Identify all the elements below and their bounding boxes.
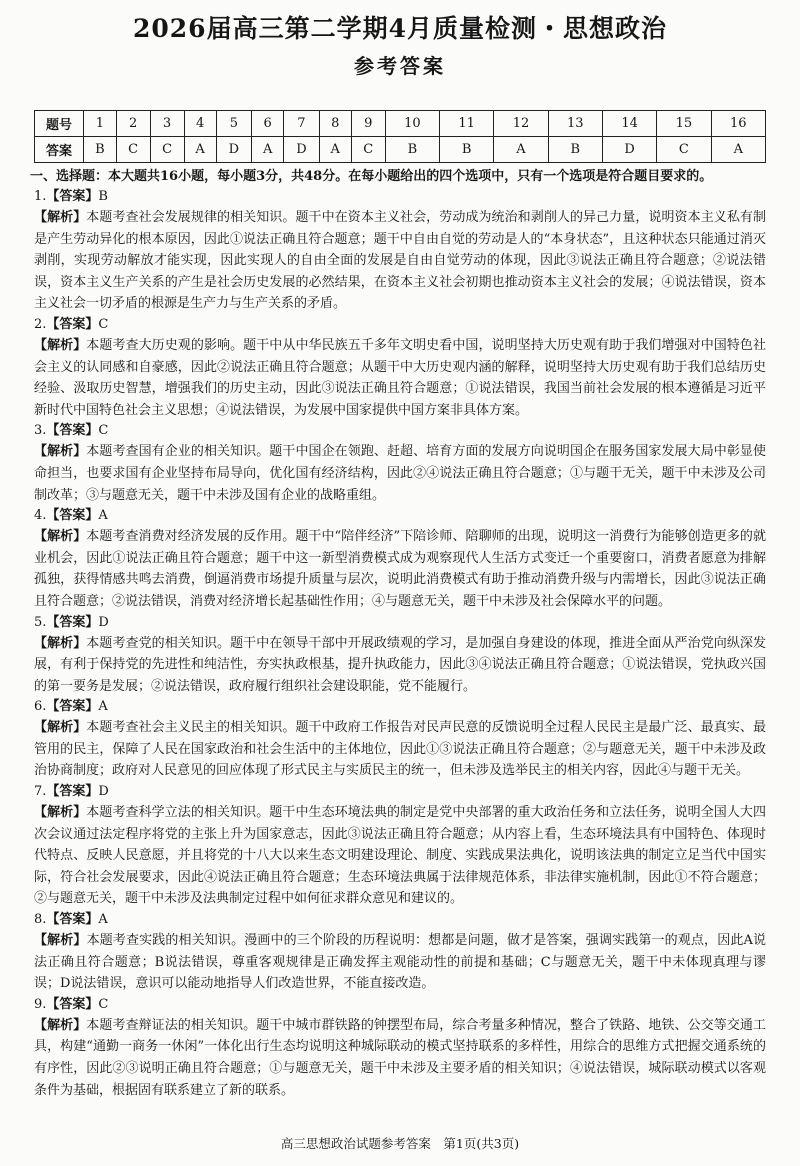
question-block (34, 421, 766, 506)
answer-cell: D (284, 137, 319, 163)
question-number: 6. (34, 699, 47, 715)
answer-line (34, 910, 766, 930)
analysis-text: 本题考查党的相关知识。题干中在领导干部中开展政绩观的学习，是加强自身建设的体现，推进全面从严治党向纵深发展，有利于保持党的先进性和纯洁性，夯实执政根基，提升执政能力，因此③④说法正确且符合题意；①说法错误，党执政兴国的第一要务是发展；②说法错误，政府履行组织社会建设职能，党不能履行。 (34, 635, 766, 694)
page-footer: 高三思想政治试题参考答案 第1页(共3页) (280, 1136, 520, 1151)
answer-line (34, 315, 766, 335)
question-number-cell: 15 (657, 111, 711, 137)
question-number-cell: 4 (184, 111, 216, 137)
answer-table-row-label: 答案 (35, 137, 84, 163)
question-number-cell: 3 (150, 111, 184, 137)
analysis-label: 【解析】 (34, 635, 87, 651)
answer-cell: A (319, 137, 351, 163)
answer-value: C (98, 316, 109, 332)
question-block (34, 506, 766, 612)
answer-cell: C (351, 137, 385, 163)
question-block (34, 782, 766, 910)
answer-cell: A (252, 137, 284, 163)
answer-cell: A (184, 137, 216, 163)
question-number: 8. (34, 912, 47, 928)
answer-cell: B (440, 137, 494, 163)
answer-cell: B (385, 137, 439, 163)
answer-line (34, 995, 766, 1015)
answer-label: 【答案】 (46, 912, 99, 928)
analysis-text: 本题考查大历史观的影响。题干中从中华民族五千多年文明史看中国，说明坚持大历史观有助于我们增强对中国特色社会主义的认同感和自豪感，因此②说法正确且符合题意；从题干中大历史观内涵的解释，说明坚持大历史观有助于我们总结历史经验、汲取历史智慧，增强我们的历史主动，因此③说法正确且符合题意；①说法错误，我国当前社会发展的根本遵循是习近平新时代中国特色社会主义思想；④说法错误，为发展中国家提供中国方案非具体方案。 (34, 337, 766, 418)
answer-label: 【答案】 (46, 784, 99, 800)
analysis-label: 【解析】 (34, 444, 87, 460)
answer-line (34, 187, 766, 207)
analysis-paragraph (34, 930, 766, 995)
analysis-label: 【解析】 (34, 805, 87, 821)
question-number-cell: 6 (252, 111, 284, 137)
answer-label: 【答案】 (46, 189, 99, 204)
analysis-paragraph (34, 802, 766, 910)
question-number: 9. (34, 996, 47, 1012)
answer-value: C (98, 423, 109, 439)
analysis-text: 本题考查科学立法的相关知识。题干中生态环境法典的制定是党中央部署的重大政治任务和立法任务，说明全国人大四次会议通过法定程序将党的主张上升为国家意志，因此③说法正确且符合题意；从内容上看，生态环境法具有中国特色、体现时代特点、反映人民意愿，并且将党的十八大以来生态文明建设理论、制度、实践成果法典化，说明该法典的制定立足当代中国实际，符合社会发展要求，因此④说法正确且符合题意；生态环境法典属于法律规范体系，非法律实施机制，因此①不符合题意；②与题意无关，题干中未涉及法典制定过程中如何征求群众意见和建议的。 (34, 805, 766, 907)
answer-table-row-label: 题号 (35, 111, 84, 137)
analysis-paragraph (34, 441, 766, 506)
answer-cell: C (150, 137, 184, 163)
analysis-label: 【解析】 (34, 337, 87, 353)
answer-label: 【答案】 (46, 996, 99, 1012)
answer-value: B (98, 189, 108, 204)
answer-cell: C (116, 137, 150, 163)
page-title: 2026届高三第二学期4月质量检测・思想政治 (133, 14, 667, 43)
question-number-cell: 8 (319, 111, 351, 137)
answer-value: D (98, 784, 109, 800)
question-number: 5. (34, 614, 47, 630)
question-number-cell: 12 (494, 111, 548, 137)
question-block (34, 697, 766, 782)
question-number: 4. (34, 508, 47, 524)
answer-label: 【答案】 (46, 423, 99, 439)
question-number-cell: 2 (116, 111, 150, 137)
analysis-paragraph (34, 207, 766, 315)
question-number: 7. (34, 784, 47, 800)
question-number-cell: 14 (602, 111, 656, 137)
question-block (34, 995, 766, 1101)
answer-cell: D (602, 137, 656, 163)
answer-line (34, 613, 766, 633)
question-block (34, 187, 766, 315)
answer-cell: C (657, 137, 711, 163)
analysis-label: 【解析】 (34, 720, 87, 736)
answer-value: A (98, 508, 108, 524)
section-heading: 一、选择题：本大题共16小题，每小题3分，共48分。在每小题给出的四个选项中，只有一个选项是符合题目要求的。 (30, 169, 713, 184)
question-block (34, 613, 766, 698)
question-block (34, 315, 766, 421)
answer-label: 【答案】 (46, 316, 99, 332)
answer-table-number-row (35, 111, 766, 137)
question-number: 1. (34, 189, 47, 204)
answer-value: A (98, 912, 108, 928)
answer-cell: D (216, 137, 251, 163)
answer-line (34, 421, 766, 441)
analysis-label: 【解析】 (34, 210, 87, 225)
answer-value: C (98, 996, 109, 1012)
question-number-cell: 5 (216, 111, 251, 137)
question-number-cell: 10 (385, 111, 439, 137)
analysis-text: 本题考查辩证法的相关知识。题干中城市群铁路的钟摆型布局，综合考量多种情况，整合了铁路、地铁、公交等交通工具，构建“通勤一商务一休闲”一体化出行生态均说明这种城际联动的模式坚持联系的多样性，用综合的思维方式把握交通系统的有序性，因此②③说明正确且符合题意；①与题意无关，题干中未涉及主要矛盾的相关知识；④说法错误，城际联动模式以客观条件为基础，根据固有联系建立了新的联系。 (34, 1017, 766, 1098)
analysis-text: 本题考查社会发展规律的相关知识。题干中在资本主义社会，劳动成为统治和剥削人的异己力量，说明资本主义私有制是产生劳动异化的根本原因，因此①说法正确且符合题意；题干中自由自觉的劳动是人的“本身状态”，且这种状态只能通过消灭剥削，实现劳动解放才能实现，因此实现人的自由全面的发展是自由自觉劳动的体现，因此③说法正确且符合题意；②说法错误，资本主义生产关系的产生是社会历史发展的必然结果，在资本主义社会初期也推动资本主义社会的发展；④说法错误，资本主义社会一切矛盾的根源是生产力与生产关系的矛盾。 (34, 210, 766, 312)
answer-line (34, 782, 766, 802)
answer-line (34, 506, 766, 526)
answer-label: 【答案】 (46, 614, 99, 630)
question-number-cell: 13 (548, 111, 602, 137)
question-number: 3. (34, 423, 47, 439)
question-number-cell: 7 (284, 111, 319, 137)
analysis-text: 本题考查实践的相关知识。漫画中的三个阶段的历程说明：想都是问题，做才是答案，强调实践第一的观点，因此A说法正确且符合题意；B说法错误，尊重客观规律是正确发挥主观能动性的前提和基础；C与题意无关，题干中未体现真理与谬误；D说法错误，意识可以能动地指导人们改造世界，不能直接改造。 (34, 933, 766, 992)
analysis-label: 【解析】 (34, 933, 87, 949)
answer-table (34, 110, 766, 163)
answer-cell: B (548, 137, 602, 163)
analysis-label: 【解析】 (34, 1017, 87, 1033)
analysis-paragraph (34, 633, 766, 698)
answer-value: A (98, 699, 108, 715)
answer-cell: A (711, 137, 765, 163)
analysis-paragraph (34, 526, 766, 612)
question-number-cell: 11 (440, 111, 494, 137)
answer-table-answer-row (35, 137, 766, 163)
answer-line (34, 697, 766, 717)
question-number-cell: 9 (351, 111, 385, 137)
answer-cell: A (494, 137, 548, 163)
analysis-text: 本题考查国有企业的相关知识。题干中国企在领跑、赶超、培育方面的发展方向说明国企在服务国家发展大局中彰显使命担当，也要求国有企业坚持布局导向，优化国有经济结构，因此②④说法正确且符合题意；①与题干无关，题干中未涉及公司制改革；③与题意无关，题干中未涉及国有企业的战略重组。 (34, 444, 766, 503)
question-number-cell: 16 (711, 111, 765, 137)
answer-label: 【答案】 (46, 508, 99, 524)
analysis-paragraph (34, 1015, 766, 1101)
answer-cell: B (84, 137, 117, 163)
analysis-text: 本题考查社会主义民主的相关知识。题干中政府工作报告对民声民意的反馈说明全过程人民民主是最广泛、最真实、最管用的民主，保障了人民在国家政治和社会生活中的主体地位，因此①③说法正确且符合题意；②与题意无关，题干中未涉及政治协商制度；政府对人民意见的回应体现了形式民主与实质民主的统一，但未涉及选举民主的相关内容，因此④与题干无关。 (34, 720, 766, 779)
page-subtitle: 参考答案 (354, 54, 446, 78)
analysis-label: 【解析】 (34, 529, 87, 545)
question-number-cell: 1 (84, 111, 117, 137)
analysis-text: 本题考查消费对经济发展的反作用。题干中“陪伴经济”下陪诊师、陪聊师的出现，说明这一消费行为能够创造更多的就业机会，因此①说法正确且符合题意；题干中这一新型消费模式成为观察现代人生活方式变迁一个重要窗口，消费者愿意为排解孤独，获得情感共鸣去消费，倒逼消费市场提升质量与层次，说明此消费模式有助于推动消费升级与内需增长，因此③说法正确且符合题意；②说法错误，消费对经济增长起基础性作用；④与题意无关，题干中未涉及社会保障水平的问题。 (34, 529, 766, 609)
analysis-paragraph (34, 717, 766, 782)
question-number: 2. (34, 316, 47, 332)
question-block (34, 910, 766, 995)
answer-label: 【答案】 (46, 699, 99, 715)
answer-value: D (98, 614, 109, 630)
analysis-paragraph (34, 335, 766, 421)
